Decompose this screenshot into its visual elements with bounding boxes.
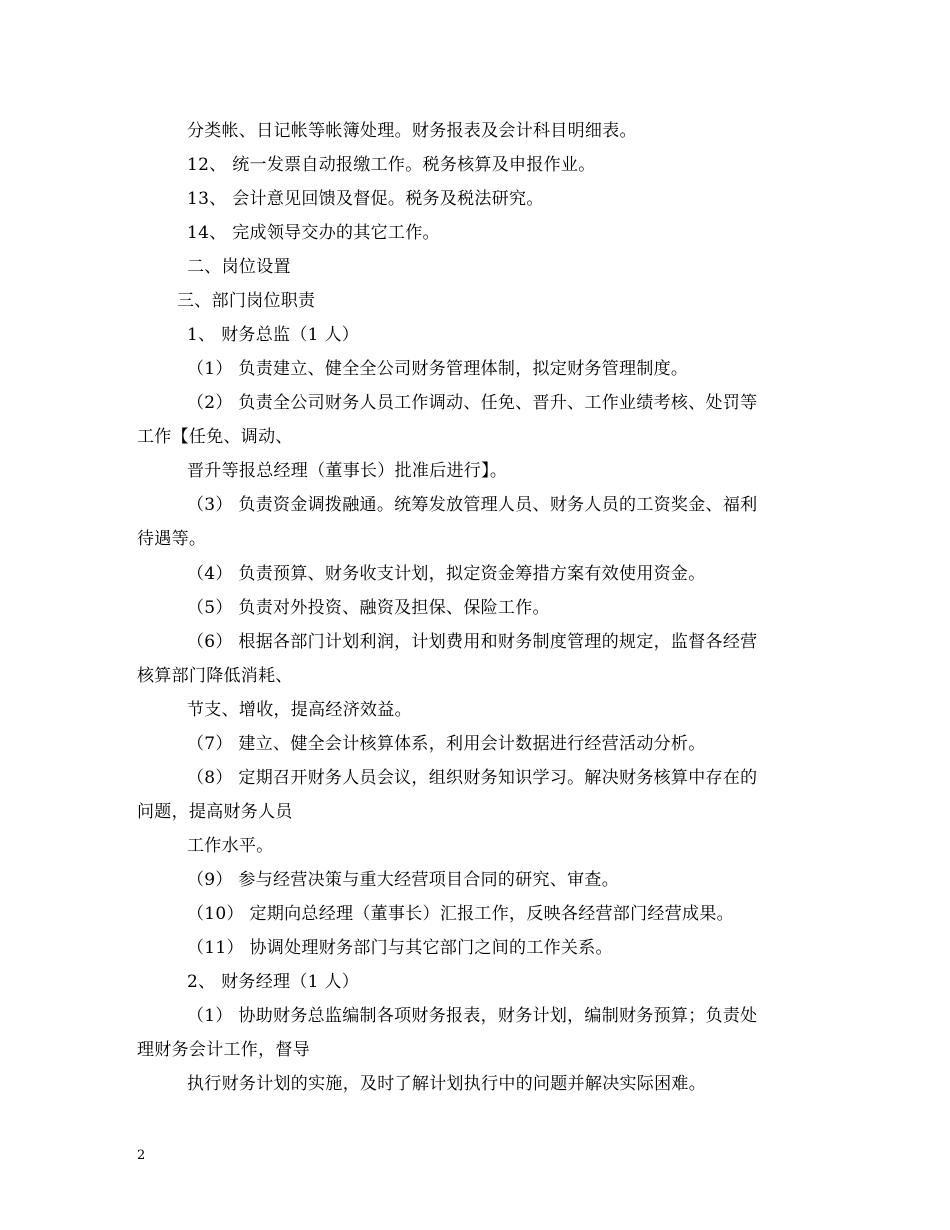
paragraph-line: 节支、增收，提高经济效益。: [187, 700, 412, 720]
paragraph-line: （11） 协调处理财务部门与其它部门之间的工作关系。: [187, 938, 613, 958]
paragraph-line: 待遇等。: [137, 529, 207, 549]
paragraph-line: 工作【任免、调动、: [137, 427, 293, 447]
paragraph-line: 晋升等报总经理（董事长）批准后进行】。: [187, 461, 508, 481]
paragraph-line: （6） 根据各部门计划利润，计划费用和财务制度管理的规定，监督各经营: [187, 632, 758, 652]
paragraph-line: 工作水平。: [187, 836, 274, 856]
paragraph-line: （1） 协助财务总监编制各项财务报表，财务计划，编制财务预算；负责处: [187, 1006, 758, 1026]
paragraph-line: 理财务会计工作，督导: [137, 1040, 310, 1060]
section-heading: 三、部门岗位职责: [177, 291, 316, 311]
subsection-heading: 2、 财务经理（1 人）: [187, 972, 360, 992]
page-number: 2: [137, 1148, 146, 1163]
paragraph-line: 执行财务计划的实施，及时了解计划执行中的问题并解决实际困难。: [187, 1074, 706, 1094]
paragraph-line: 核算部门降低消耗、: [137, 666, 293, 686]
paragraph-line: （5） 负责对外投资、融资及担保、保险工作。: [187, 598, 550, 618]
paragraph-line: （3） 负责资金调拨融通。统筹发放管理人员、财务人员的工资奖金、福利: [187, 495, 758, 515]
paragraph-line: 13、 会计意见回馈及督促。税务及税法研究。: [187, 189, 544, 209]
subsection-heading: 1、 财务总监（1 人）: [187, 325, 360, 345]
paragraph-line: （8） 定期召开财务人员会议，组织财务知识学习。解决财务核算中存在的: [187, 768, 758, 788]
paragraph-line: 问题，提高财务人员: [137, 802, 293, 822]
paragraph-line: （9） 参与经营决策与重大经营项目合同的研究、审查。: [187, 870, 620, 890]
paragraph-line: （1） 负责建立、健全全公司财务管理体制，拟定财务管理制度。: [187, 359, 689, 379]
paragraph-line: 14、 完成领导交办的其它工作。: [187, 223, 440, 243]
section-heading: 二、岗位设置: [187, 257, 291, 277]
paragraph-line: 12、 统一发票自动报缴工作。税务核算及申报作业。: [187, 155, 596, 175]
paragraph-line: 分类帐、日记帐等帐簿处理。财务报表及会计科目明细表。: [187, 121, 637, 141]
paragraph-line: （4） 负责预算、财务收支计划，拟定资金筹措方案有效使用资金。: [187, 564, 706, 584]
paragraph-line: （7） 建立、健全会计核算体系，利用会计数据进行经营活动分析。: [187, 734, 706, 754]
paragraph-line: （10） 定期向总经理（董事长）汇报工作，反映各经营部门经营成果。: [187, 904, 734, 924]
paragraph-line: （2） 负责全公司财务人员工作调动、任免、晋升、工作业绩考核、处罚等: [187, 393, 758, 413]
